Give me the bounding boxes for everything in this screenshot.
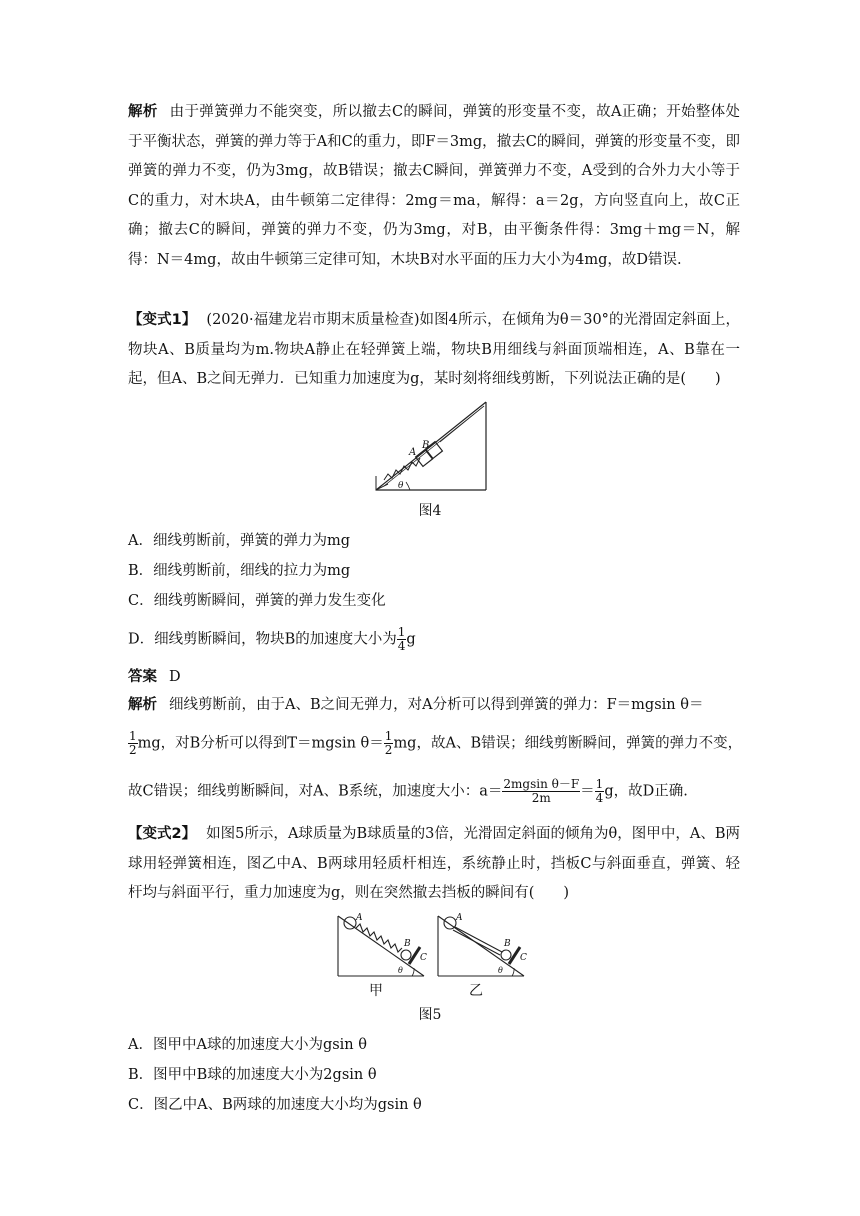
answer-1 [128,666,740,688]
figure-4-label-b: B [422,440,430,451]
fraction-numerator: 1 [595,777,604,791]
option-d-fraction [397,626,407,653]
analysis-2-text-1: 细线剪断前，由于A、B之间无弹力，对A分析可以得到弹簧的弹力：F＝mgsin θ＝ [169,697,704,713]
analysis-label: 解析 [128,104,158,120]
analysis-2-label: 解析 [128,697,157,713]
fraction-denominator: 4 [397,639,406,653]
analysis-text: 由于弹簧弹力不能突变，所以撤去C的瞬间，弹簧的形变量不变，故A正确；开始整体处于平衡状态，弹簧的弹力等于A和C的重力，即F＝3mg，撤去C的瞬间，弹簧的形变量不变，即弹簧的弹力不变，仍为3mg，故B错误；撤去C瞬间，弹簧弹力不变，A受到的合外力大小等于C的重力，对木块A，由牛顿第二定律得：2mg＝ma，解得：a＝2g，方向竖直向上，故C正确；撤去C的瞬间，弹簧的弹力不变，仍为3mg，对B，由平衡条件得：3mg＋mg＝N，解得：N＝4mg，故由牛顿第三定律可知，木块B对水平面的压力大小为4mg，故D错误. [128,104,741,268]
variant-1-option-a: A．细线剪断前，弹簧的弹力为mg [128,533,351,549]
analysis-2-fraction-accel [502,778,580,805]
analysis-2-text-2b: mg，故A、B错误；细线剪断瞬间，弹簧的弹力不变， [393,735,743,752]
fraction-denominator: 2 [384,743,393,757]
analysis-2-fraction-quarter [595,778,605,805]
fraction-numerator: 1 [129,729,137,743]
figure-5-jia-label-c: C [420,953,427,963]
variant-1-option-b: B．细线剪断前，细线的拉力为mg [128,563,351,579]
answer-label: 答案 [128,669,157,685]
figure-5-jia-label-a: A [356,913,363,923]
variant-1-option-c: C．细线剪断瞬间，弹簧的弹力发生变化 [128,593,386,609]
variant-2-option-a: A．图甲中A球的加速度大小为gsin θ [128,1037,367,1053]
analysis-2-fraction-half-2 [384,730,394,757]
figure-4-caption: 图4 [418,503,442,519]
variant-1-question [128,306,740,395]
variant-2-option-c: C．图乙中A、B两球的加速度大小均为gsin θ [128,1097,422,1113]
fraction-denominator: 2 [129,743,137,757]
analysis-2-line-2 [128,729,743,757]
figure-5-caption: 图5 [418,1007,442,1023]
figure-5-jia-label-theta: θ [398,966,403,975]
analysis-2-line-1 [128,694,740,716]
option-d-text: D．细线剪断瞬间，物块B的加速度大小为 [128,631,397,648]
figure-4-label-theta: θ [398,481,404,491]
figure-5-diagram-yi [436,910,528,980]
analysis-2-text-2a: mg，对B分析可以得到T＝mgsin θ＝ [137,735,384,752]
variant-2-text: 如图5所示，A球质量为B球质量的3倍，光滑固定斜面的倾角为θ，图甲中，A、B两球用轻弹簧相连，图乙中A、B两球用轻质杆相连，系统静止时，挡板C与斜面垂直，弹簧、轻杆均与斜面平行，重力加速度为g，则在突然撤去挡板的瞬间有( ) [128,826,741,901]
analysis-2-text-3a: 故C错误；细线剪断瞬间，对A、B系统，加速度大小：a＝ [128,783,503,800]
variant-1-option-d [128,626,740,653]
variant-2-label: 【变式2】 [128,826,197,842]
equals-sign: ＝ [580,783,595,800]
variant-1-text: (2020·福建龙岩市期末质量检查)如图4所示，在倾角为θ＝30°的光滑固定斜面上，物块A、B质量均为m.物块A静止在轻弹簧上端，物块B用细线与斜面顶端相连，A、B靠在一起，但A、B之间无弹力．已知重力加速度为g，某时刻将细线剪断，下列说法正确的是( ) [128,312,740,387]
fraction-numerator: 2mgsin θ－F [503,777,580,791]
figure-5-yi-label-theta: θ [498,966,503,975]
variant-1-label: 【变式1】 [128,312,197,328]
option-d-tail: g [406,631,416,648]
analysis-2-fraction-half-1 [128,730,138,757]
variant-2-option-b: B．图甲中B球的加速度大小为2gsin θ [128,1067,377,1083]
figure-5-sub-caption-jia: 甲 [369,983,383,999]
analysis-2-line-3 [128,778,740,805]
figure-5-yi-label-b: B [504,939,511,949]
figure-5-yi-label-a: A [456,913,463,923]
fraction-numerator: 1 [384,729,393,743]
fraction-denominator: 4 [595,791,604,805]
figure-5-yi-label-c: C [520,953,527,963]
variant-2-question [128,820,740,909]
figure-4-incline-spring [370,398,490,494]
figure-5-sub-caption-yi: 乙 [469,983,483,999]
figure-5-diagram-jia [336,910,428,980]
fraction-denominator: 2m [531,791,551,805]
figure-4-label-a: A [409,447,417,458]
fraction-numerator: 1 [397,625,406,639]
figure-5-jia-label-b: B [404,939,411,949]
answer-value: D [169,669,181,685]
analysis-2-text-3b: g，故D正确. [604,783,688,800]
analysis-paragraph-1 [128,98,740,275]
